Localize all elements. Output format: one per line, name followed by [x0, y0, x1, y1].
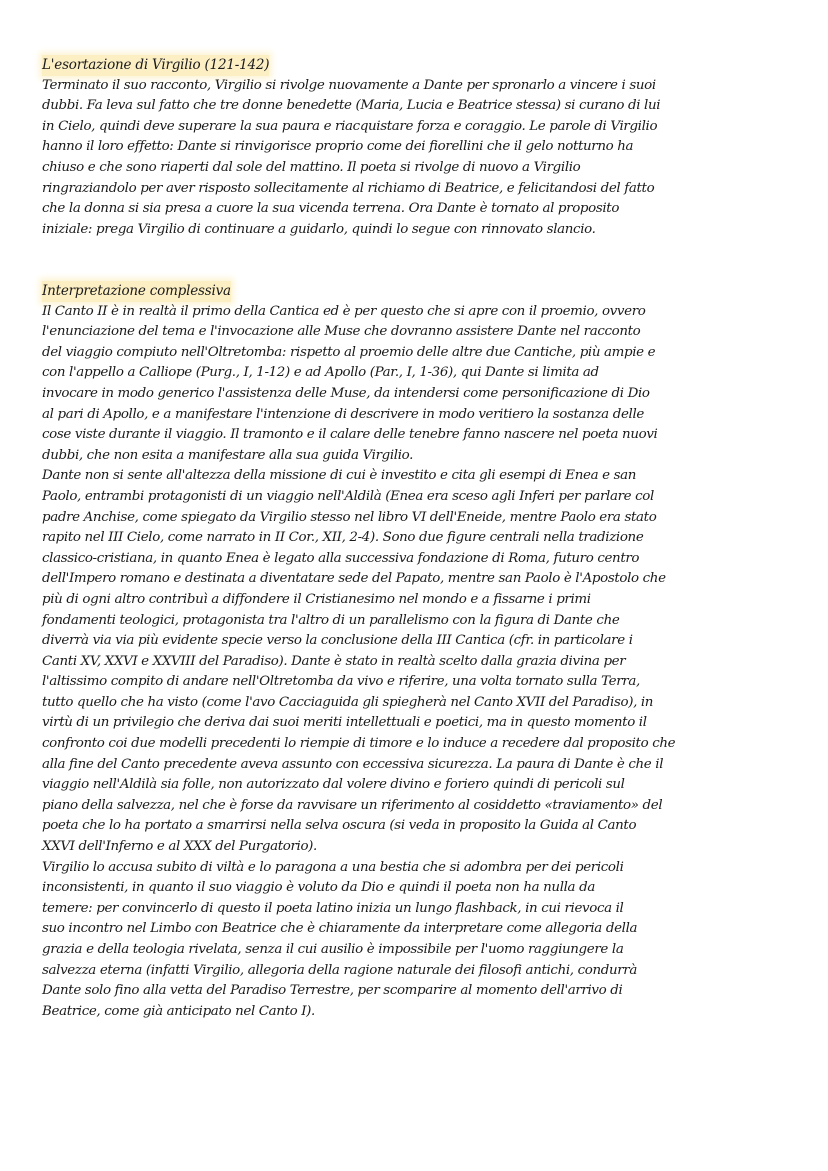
- text-line: con l'appello a Calliope (Purg., I, 1-12) e ad Apollo (Par., I, 1-36), qui Dante si limita ad: [42, 365, 599, 381]
- text-line: al pari di Apollo, e a manifestare l'intenzione di descrivere in modo veritiero la sostanza delle: [42, 406, 644, 422]
- text-line: piano della salvezza, nel che è forse da ravvisare un riferimento al cosiddetto «traviamento» del: [42, 797, 663, 813]
- section-heading: Interpretazione complessiva: [42, 281, 231, 302]
- text-line: hanno il loro effetto: Dante si rinvigorisce proprio come dei fiorellini che il gelo notturno ha: [42, 139, 634, 155]
- text-line: tutto quello che ha visto (come l'avo Cacciaguida gli spiegherà nel Canto XVII del Paradiso), in: [42, 694, 654, 710]
- text-line: virtù di un privilegio che deriva dai suoi meriti intellettuali e poetici, ma in questo momento il: [42, 715, 647, 731]
- text-line: Terminato il suo racconto, Virgilio si rivolge nuovamente a Dante per spronarlo a vincere i suoi: [42, 77, 656, 93]
- section-interpretazione: [42, 280, 822, 1022]
- text-line: invocare in modo generico l'assistenza delle Muse, da intendersi come personificazione di Dio: [42, 385, 650, 401]
- text-line: viaggio nell'Aldilà sia folle, non autorizzato dal volere divino e foriero quindi di pericoli sul: [42, 777, 625, 793]
- section-body: [42, 302, 822, 1023]
- text-line: l'enunciazione del tema e l'invocazione alle Muse che dovranno assistere Dante nel racconto: [42, 324, 641, 340]
- text-line: padre Anchise, come spiegato da Virgilio stesso nel libro VI dell'Eneide, mentre Paolo era stato: [42, 509, 657, 525]
- text-line: più di ogni altro contribuì a diffondere il Cristianesimo nel mondo e a fissarne i primi: [42, 591, 591, 607]
- text-line: chiuso e che sono riaperti dal sole del mattino. Il poeta si rivolge di nuovo a Virgilio: [42, 159, 581, 175]
- text-line: salvezza eterna (infatti Virgilio, allegoria della ragione naturale dei filosofi antichi, condurrà: [42, 962, 637, 978]
- text-line: del viaggio compiuto nell'Oltretomba: rispetto al proemio delle altre due Cantiche, più ampie e: [42, 344, 656, 360]
- text-line: l'altissimo compito di andare nell'Oltretomba da vivo e riferire, una volta tornato sulla Terra,: [42, 674, 640, 690]
- text-line: Dante solo fino alla vetta del Paradiso Terrestre, per scomparire al momento dell'arrivo di: [42, 983, 623, 999]
- text-line: ringraziandolo per aver risposto sollecitamente al richiamo di Beatrice, e felicitandosi del fatto: [42, 180, 655, 196]
- section-heading: L'esortazione di Virgilio (121-142): [42, 55, 269, 76]
- text-line: alla fine del Canto precedente aveva assunto con eccessiva sicurezza. La paura di Dante è che il: [42, 756, 664, 772]
- text-line: dubbi, che non esita a manifestare alla sua guida Virgilio.: [42, 447, 414, 463]
- text-line: suo incontro nel Limbo con Beatrice che è chiaramente da interpretare come allegoria della: [42, 921, 638, 937]
- text-line: grazia e della teologia rivelata, senza il cui ausilio è impossibile per l'uomo raggiungere la: [42, 942, 624, 957]
- text-line: classico-cristiana, in quanto Enea è legato alla successiva fondazione di Roma, futuro centro: [42, 550, 640, 566]
- text-line: fondamenti teologici, protagonista tra l'altro di un parallelismo con la figura di Dante che: [42, 612, 620, 628]
- text-line: iniziale: prega Virgilio di continuare a guidarlo, quindi lo segue con rinnovato slancio.: [42, 221, 596, 237]
- text-line: temere: per convincerlo di questo il poeta latino inizia un lungo flashback, in cui rievoca il: [42, 900, 624, 916]
- text-line: dubbi. Fa leva sul fatto che tre donne benedette (Maria, Lucia e Beatrice stessa) si curano di lui: [42, 98, 661, 114]
- section-esortazione: [42, 54, 822, 240]
- text-line: XXVI dell'Inferno e al XXX del Purgatorio).: [42, 839, 317, 855]
- text-line: inconsistenti, in quanto il suo viaggio è voluto da Dio e quindi il poeta non ha nulla da: [42, 880, 595, 896]
- text-line: rapito nel III Cielo, come narrato in II Cor., XII, 2-4). Sono due figure centrali nella tradizione: [42, 530, 644, 546]
- text-line: Dante non si sente all'altezza della missione di cui è investito e cita gli esempi di Enea e san: [42, 468, 637, 484]
- text-line: cose viste durante il viaggio. Il tramonto e il calare delle tenebre fanno nascere nel poeta nuovi: [42, 427, 658, 443]
- text-line: Canti XV, XXVI e XXVIII del Paradiso). Dante è stato in realtà scelto dalla grazia divina per: [42, 653, 626, 669]
- text-line: Paolo, entrambi protagonisti di un viaggio nell'Aldilà (Enea era sceso agli Inferi per parlare col: [42, 488, 654, 504]
- section-body: [42, 76, 822, 241]
- text-line: diverrà via via più evidente specie verso la conclusione della III Cantica (cfr. in particolare i: [42, 633, 633, 649]
- text-line: dell'Impero romano e destinata a diventatare sede del Papato, mentre san Paolo è l'Apostolo che: [42, 571, 666, 587]
- text-line: in Cielo, quindi deve superare la sua paura e riacquistare forza e coraggio. Le parole di Virgilio: [42, 118, 658, 134]
- text-line: confronto coi due modelli precedenti lo riempie di timore e lo induce a recedere dal proposito che: [42, 736, 676, 752]
- text-line: Virgilio lo accusa subito di viltà e lo paragona a una bestia che si adombra per dei pericoli: [42, 859, 624, 875]
- text-line: che la donna si sia presa a cuore la sua vicenda terrena. Ora Dante è tornato al proposito: [42, 201, 620, 217]
- text-line: Beatrice, come già anticipato nel Canto I).: [42, 1003, 315, 1019]
- text-line: Il Canto II è in realtà il primo della Cantica ed è per questo che si apre con il proemio, ovvero: [42, 303, 646, 319]
- text-line: poeta che lo ha portato a smarrirsi nella selva oscura (si veda in proposito la Guida al Canto: [42, 818, 637, 834]
